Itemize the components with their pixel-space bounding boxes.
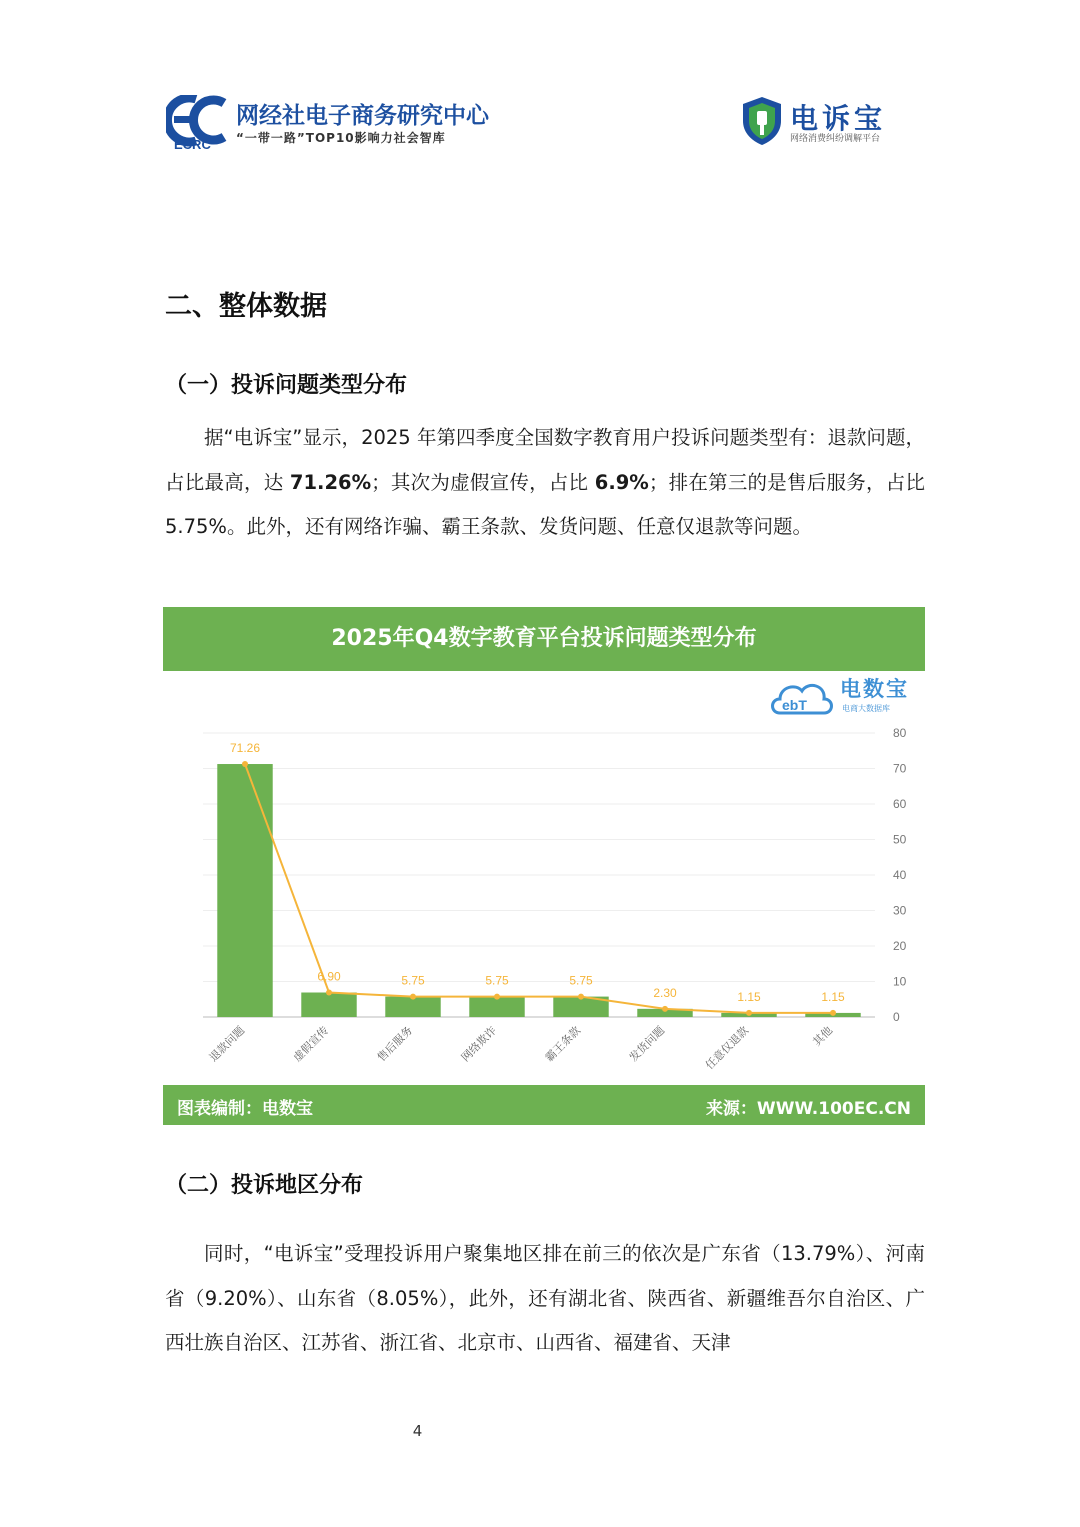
x-tick-label: 其他 — [810, 1023, 836, 1049]
chart-plot — [163, 607, 925, 1085]
line-point — [830, 1010, 836, 1016]
para-text: 据“电诉宝”显示，2025 年第四季度全国数字教育用户投诉问题类型有：退款问题，占比最高，达 — [165, 426, 925, 494]
ecrc-abbreviation: ECRC — [174, 137, 211, 152]
paragraph-regions — [165, 1232, 925, 1366]
complaint-type-chart — [163, 607, 925, 1125]
bar — [385, 997, 440, 1017]
chart-title: 2025年Q4数字教育平台投诉问题类型分布 — [163, 607, 925, 671]
data-label: 1.15 — [821, 989, 845, 1004]
para-highlight-refund: 71.26% — [289, 470, 372, 494]
x-tick-label: 网络欺诈 — [458, 1023, 500, 1065]
x-tick-label: 售后服务 — [374, 1023, 416, 1065]
para-text: ；其次为虚假宣传，占比 — [371, 470, 595, 494]
subsection-title-regions: （二）投诉地区分布 — [165, 1173, 364, 1198]
line-point — [410, 994, 416, 1000]
y-tick-label: 20 — [893, 939, 907, 953]
watermark-sub: 电商大数据库 — [842, 704, 890, 713]
ecrc-slogan: “一带一路”TOP10影响力社会智库 — [236, 131, 446, 145]
shield-icon — [740, 95, 784, 147]
ecrc-name: 网经社电子商务研究中心 — [236, 103, 489, 129]
bar — [469, 997, 524, 1017]
y-tick-label: 70 — [893, 761, 907, 776]
x-tick-label: 任意仅退款 — [703, 1023, 752, 1073]
bar — [301, 993, 356, 1017]
line-point — [494, 994, 500, 1000]
y-tick-label: 50 — [893, 832, 907, 847]
ecrc-logo — [166, 95, 506, 153]
line-point — [326, 990, 332, 996]
section-title: 二、整体数据 — [165, 291, 327, 322]
line-point — [578, 994, 584, 1000]
data-label: 2.30 — [653, 985, 677, 1000]
chart-compiler: 图表编制：电数宝 — [177, 1099, 313, 1119]
y-tick-label: 30 — [893, 903, 907, 918]
dsb-slogan: 网络消费纠纷调解平台 — [790, 134, 881, 144]
line-point — [746, 1010, 752, 1016]
dsb-name: 电诉宝 — [790, 102, 887, 135]
x-tick-label: 发货问题 — [626, 1023, 668, 1065]
y-tick-label: 10 — [893, 974, 907, 989]
bar — [217, 764, 272, 1017]
para-text: 同时，“电诉宝”受理投诉用户聚集地区排在前三的依次是广东省（13.79%）、河南省（9.20%）、山东省（8.05%），此外，还有湖北省、陕西省、新疆维吾尔自治区、广西壮族自治区、江苏省、浙江省、北京市、山西省、福建省、天津 — [165, 1242, 925, 1354]
chart-footer — [163, 1085, 925, 1125]
y-tick-label: 60 — [893, 797, 907, 811]
line-point — [242, 761, 248, 767]
chart-source: 来源：WWW.100EC.CN — [705, 1099, 911, 1119]
subsection-title-complaint-types: （一）投诉问题类型分布 — [165, 373, 408, 398]
y-tick-label: 40 — [893, 868, 907, 882]
svg-text:ebT: ebT — [782, 697, 807, 713]
x-tick-label: 退款问题 — [206, 1023, 248, 1065]
data-label: 6.90 — [317, 969, 341, 984]
data-label: 5.75 — [401, 973, 425, 988]
x-tick-label: 霸王条款 — [542, 1023, 584, 1065]
y-tick-label: 0 — [893, 1010, 900, 1024]
page-number: 4 — [412, 1422, 423, 1440]
data-label: 5.75 — [569, 973, 593, 988]
data-label: 1.15 — [737, 989, 761, 1004]
line-point — [662, 1006, 668, 1012]
para-text: ；排在第三的是售后服务，占比 5.75%。此外，还有网络诈骗、霸王条款、发货问题、任意仅退款等问题。 — [165, 470, 925, 538]
paragraph-complaint-types — [165, 416, 925, 550]
watermark-name: 电数宝 — [840, 677, 909, 701]
dsb-logo — [740, 95, 900, 150]
data-label: 5.75 — [485, 973, 509, 988]
y-tick-label: 80 — [893, 726, 907, 740]
x-tick-label: 虚假宣传 — [290, 1023, 332, 1065]
data-label: 71.26 — [229, 741, 261, 756]
para-highlight-false-ad: 6.9% — [594, 470, 649, 494]
